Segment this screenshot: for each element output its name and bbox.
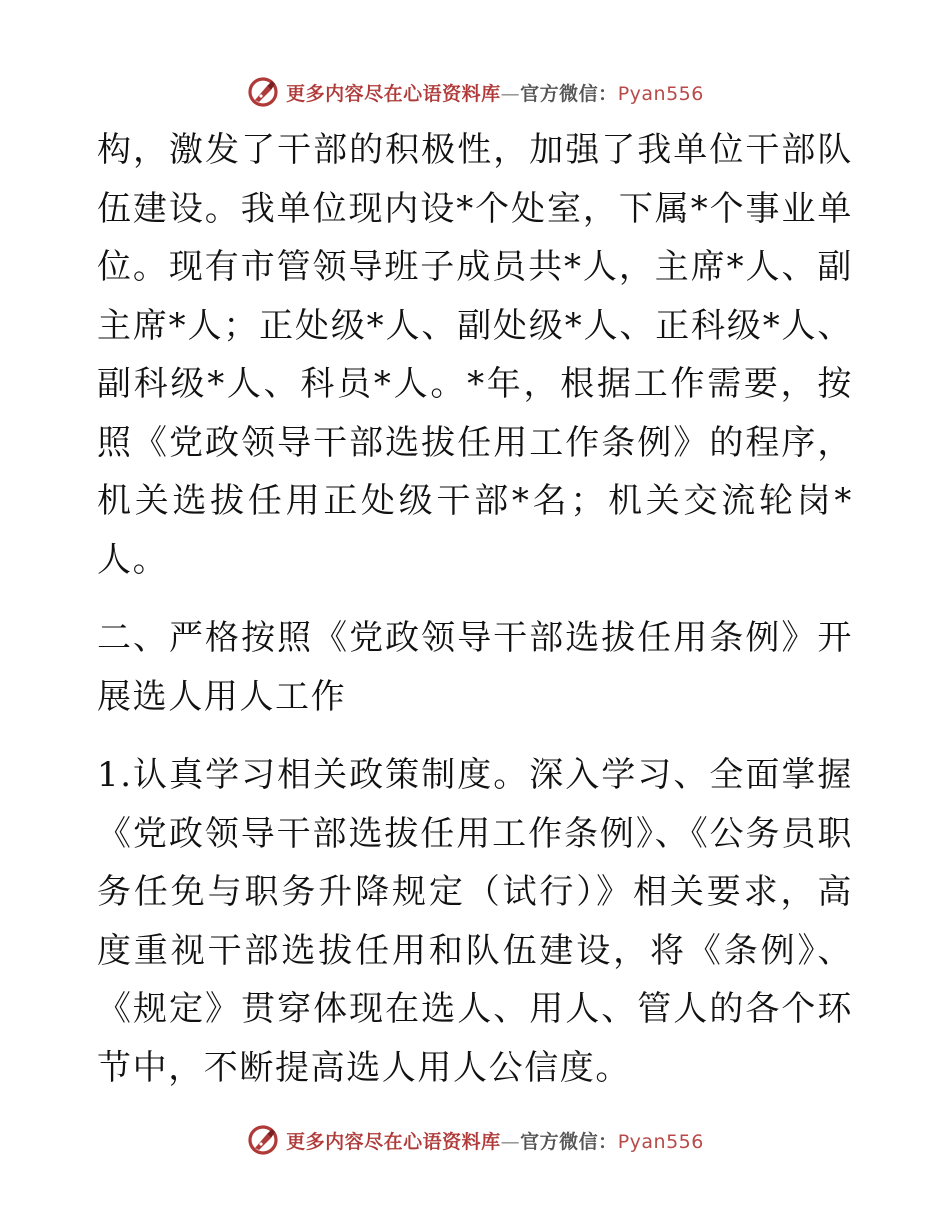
watermark-label: 官方微信：	[520, 82, 618, 105]
watermark-brand: 更多内容尽在心语资料库	[286, 82, 501, 105]
section-heading-two: 二、严格按照《党政领导干部选拔任用条例》开展选人用人工作	[97, 618, 853, 717]
watermark-separator: —	[500, 1130, 521, 1153]
watermark-brand: 更多内容尽在心语资料库	[286, 1130, 501, 1153]
watermark-wechat-id: Pyan556	[617, 1130, 704, 1153]
pen-nib-logo-icon	[246, 75, 280, 109]
watermark-label: 官方微信：	[520, 1130, 618, 1153]
paragraph-intro: 构，激发了干部的积极性，加强了我单位干部队伍建设。我单位现内设*个处室，下属*个事业单位。现有市管领导班子成员共*人，主席*人、副主席*人；正处级*人、副处级*人、正科级*人、副科级*人、科员*人。*年，根据工作需要，按照《党政领导干部选拔任用工作条例》的程序，机关选拔任用正处级干部*名；机关交流轮岗*人。	[97, 130, 853, 580]
watermark-text	[286, 79, 704, 106]
footer-watermark	[0, 1120, 950, 1160]
watermark-wechat-id: Pyan556	[617, 82, 704, 105]
watermark-text	[286, 1127, 704, 1154]
paragraph-item-one: 1.认真学习相关政策制度。深入学习、全面掌握《党政领导干部选拔任用工作条例》、《公务员职务任免与职务升降规定（试行）》相关要求，高度重视干部选拔任用和队伍建设，将《条例》、《规定》贯穿体现在选人、用人、管人的各个环节中，不断提高选人用人公信度。	[97, 755, 853, 1088]
watermark-separator: —	[500, 82, 521, 105]
pen-nib-logo-icon	[246, 1123, 280, 1157]
header-watermark	[0, 72, 950, 112]
document-body	[97, 121, 853, 1097]
